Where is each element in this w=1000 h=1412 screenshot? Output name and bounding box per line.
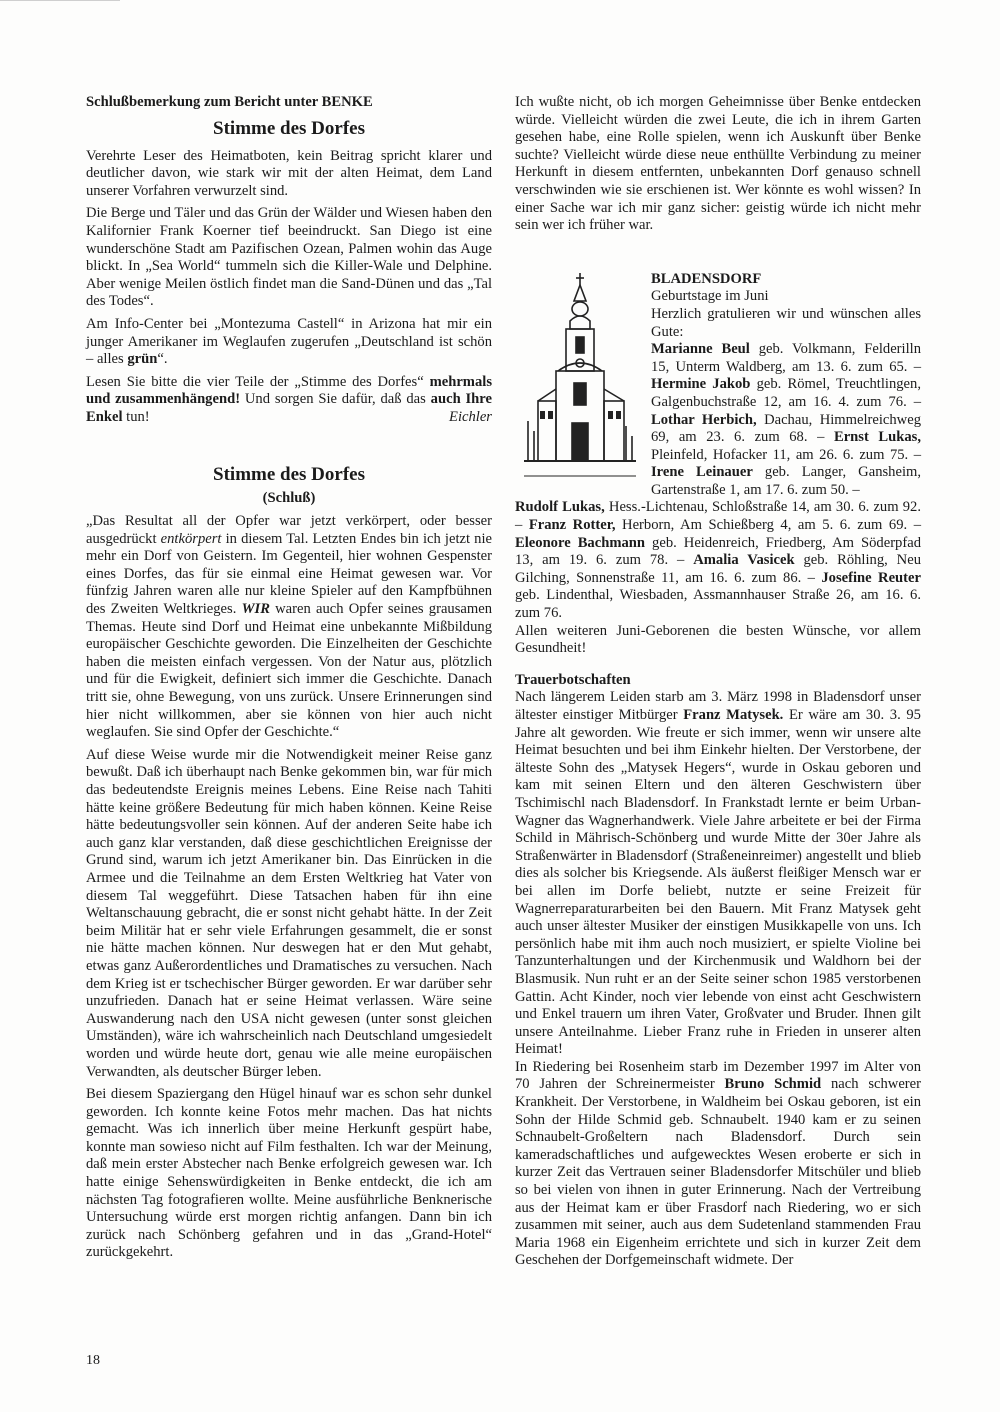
section-title-trauer: Trauerbotschaften xyxy=(515,671,631,688)
obituary-schmid: In Riedering bei Rosenheim starb im Dezember 1997 im Alter von 70 Jahren der Schreinermeister Bruno Schmid nach schwerer Krankheit. Der Verstorbene, in Waldheim bei Oskau geboren, ist ein Sohn der Hilde Schmid geb. Schnaubelt. 1940 kam er zu seinen Schnaubelt-Großeltern nach Bladensdorf. Durch sein kameradschaftliches und aufgewecktes Wesen eroberte er sich in kurzer Zeit das Vertrauen seiner Bladensdorfer Mitschüler und blieb so bei vielen von ihnen in guter Erinnerung. Nach der Vertreibung aus der Heimat kam er über Frasdorf nach Riedering, wo er sich zusammen mit seiner, auch aus dem Sudetenland stammenden Frau Maria 1968 ein Eigenheim errichtete und sich in kurzer Zeit dem Geschehen der Dorfgemeinschaft widmete. Der xyxy=(515,1058,921,1269)
intro-paragraph-4: Lesen Sie bitte die vier Teile der „Stimme des Dorfes“ mehrmals und zusammenhängend! Und sorgen Sie dafür, daß das auch Ihre Enkel tun! Eichler xyxy=(86,373,492,425)
birthdays-subtitle: Geburtstage im Juni xyxy=(651,288,769,305)
obituaries-section xyxy=(515,672,921,1270)
subheadline-schluss: (Schluß) xyxy=(262,489,316,506)
top-edge-rule xyxy=(0,0,120,1)
kicker: Schlußbemerkung zum Bericht unter BENKE xyxy=(86,94,373,110)
intro-paragraph-2: Die Berge und Täler und das Grün der Wälder und Wiesen haben den Kalifornier Frank Koerner tief beeindruckt. San Diego ist eine wunderschöne Stadt am Pazifischen Ozean, Palmen wohin das Auge blickt. In „Sea World“ tummeln sich die Killer-Wale und Delphine. Aber wenige Meilen östlich findet man die Sand-Dünen und das „Tal des Todes“. xyxy=(86,205,492,310)
birthdays-greeting: Herzlich gratulieren wir und wünschen alles Gute: xyxy=(651,305,921,340)
birthdays-list: Marianne Beul geb. Volkmann, Felderilln 15, Unterm Waldberg, am 13. 6. zum 65. – Hermine Jakob geb. Römel, Treuchtlingen, Galgenbuchstraße 12, am 16. 4. zum 76. – Lothar Herbich, Dachau, Himmelreichweg 69, am 23. 6. zum 68. – Ernst Lukas, Pleinfeld, Hofacker 11, am 26. 6. zum 75. – Irene Leinauer geb. Langer, Gansheim, Gartenstraße 1, am 17. 6. zum 50. – Rudolf Lukas, Hess.-Lichtenau, Schloßstraße 14, am 30. 6. zum 92. – Franz Rotter, Herborn, Am Schießberg 4, am 5. 6. zum 69. – Eleonore Bachmann geb. Heidenreich, Friedberg, Am Söderpfad 13, am 19. 6. zum 78. – Amalia Vasicek geb. Röhling, Neu Gilching, Sonnenstraße 11, am 16. 6. zum 86. – Josefine Reuter geb. Lindenthal, Wiesbaden, Assmannhauser Straße 26, am 16. 6. zum 76. xyxy=(515,341,922,622)
intro-paragraph-3: Am Info-Center bei „Montezuma Castell“ in Arizona hat mir ein junger Amerikaner im Weglaufen zugerufen „Deutschland ist schön – alles grün“. xyxy=(86,315,492,368)
left-column xyxy=(86,94,492,1267)
story-paragraph-3: Bei diesem Spaziergang den Hügel hinauf war es schon sehr dunkel geworden. Ich konnte keine Fotos mehr machen. Das hat nichts gemacht. Was ich innerlich über meine Herkunft gespürt habe, konnte man sowieso nicht auf Film festhalten. Ich war der Meinung, daß mein erster Abstecher nach Benke erfolgreich gewesen war. Ich hatte einige Sehenswürdigkeiten in Benke entdeckt, die ich am nächsten Tag fotografieren wollte. Meine ausführliche Benknerische Untersuchung würde erst morgen richtig anfangen. Dann bin ich zurück nach Schönberg gefahren und in das „Grand-Hotel“ zurückgekehrt. xyxy=(86,1086,492,1261)
birthdays-closing: Allen weiteren Juni-Geborenen die besten Wünsche, vor allem Gesundheit! xyxy=(515,622,921,657)
section-title-bladensdorf: BLADENSDORF xyxy=(651,270,762,287)
story-paragraph-4: Ich wußte nicht, ob ich morgen Geheimnisse über Benke entdecken würde. Vielleicht würden die zwei Leute, die ich in ihrem Garten gesehen habe, eine Rolle spielen, wenn ich Auskunft über Benke suchte? Vielleicht würde diese neue enthüllte Verbindung zu meiner Herkunft in diesem entfernten, unbekannten Dorf genauso schnell verschwinden wie sie erschienen ist. Wer könnte es wohl wissen? In einer Sache war ich mir ganz sicher: geistig würde ich nicht mehr sein wer ich früher war. xyxy=(515,94,921,234)
right-column xyxy=(515,94,921,1275)
bladensdorf-section xyxy=(515,271,921,658)
story-paragraph-1: „Das Resultat all der Opfer war jetzt verkörpert, oder besser ausgedrückt entkörpert in diesem Tal. Letzten Endes bin ich jetzt nie mehr ein Dorf von Geistern. Im Gegenteil, hier wohnen Gespenster eines Dorfes, das für sie einmal eine Heimat gewesen war. Vor fünfzig Jahren waren alle nur kleine Spieler auf den Kampfbühnen des Zweiten Weltkrieges. WIR waren auch Opfer seines grausamen Themas. Heute sind Dorf und Heimat eine unbekannte Mißbildung europäischer Geschichte geworden. Die Einzelheiten der Geschichte haben die meisten einfach vergessen. Von der Natur aus, plötzlich und für die Ewigkeit, definiert sich immer die Geschichte. Danach tritt sie, ohne Bewegung, von uns zurück. Unsere Erinnerungen sind hier nicht willkommen, aber sie können von hier auch nicht weglaufen. Sie sind Opfer der Geschichte.“ xyxy=(86,513,493,741)
page-number: 18 xyxy=(86,1353,100,1368)
author-signature: Eichler xyxy=(449,408,492,425)
headline-stimme-2: Stimme des Dorfes xyxy=(213,463,365,485)
story-paragraph-2: Auf diese Weise wurde mir die Notwendigkeit meiner Reise ganz bewußt. Daß ich überhaupt nach Benke gekommen bin, war für mich das bedeutendste Ereignis meines Lebens. Eine Reise nach Tahiti hätte keine größere Bedeutung für mich haben können. Keine Reise hätte bedeutungsvoller sein können. Auf der anderen Seite habe ich auch ganz klar verstanden, daß diese geschichtlichen Ereignisse der Grund sind, warum ich jetzt Amerikaner bin. Das Einrücken in die Armee und die Teilnahme an dem Ersten Weltkrieg hat Vater von diesem Tal weggeführt. Diese Tatsachen haben für ihn eine Weltanschauung gebracht, die er sonst nicht gehabt hätte. In der Zeit beim Militär hat er sehr viele Erfahrungen gesammelt, die er sonst nie hätte machen können. Nur deswegen hat er den Mut gehabt, etwas ganz Außerordentliches und Dramatisches zu versuchen. Nach dem Krieg ist er tschechischer Bürger geworden. Er war darüber sehr unzufrieden. Danach hat er seine Heimat verlassen. Wäre seine Auswanderung nach den USA nicht gewesen (unter sonst gleichen Umständen), wäre ich wahrscheinlich nach Deutschland umgesiedelt worden und würde heute dort, genau wie alle meine europäischen Verwandten, als deutscher Bürger leben. xyxy=(86,746,492,1080)
church-illustration xyxy=(520,271,640,481)
obituary-matysek: Nach längerem Leiden starb am 3. März 1998 in Bladensdorf unser ältester einstiger Mitbürger Franz Matysek. Er wäre am 30. 3. 95 Jahre alt geworden. Wie freute er sich immer, wenn wir unsere alte Heimat besuchten und bei ihm Einkehr hielten. Der Verstorbene, der älteste Sohn des „Matysek Hegers“, wurde in Oskau geboren und kam mit seinen Eltern und den älteren Geschwistern über Tschimischl nach Bladensdorf. In Frankstadt lernte er beim Urban-Wagner das Wagnerhandwerk. Viele Jahre arbeitete er bei der Firma Schild in Mährisch-Schönberg und wurde Mitte der 30er Jahre als Straßenwärter in Bladensdorf (Straßeneinreimer) angestellt und blieb dies als solcher bis Kriegsende. Als äußerst fleißiger Mensch war er bei allen im Dorfe beliebt, nutzte er seine Freizeit für Wagnerreparaturarbeiten bei den Bauern. Mit Franz Matysek geht auch unser ältester Musiker der einstigen Musikkapelle von uns. Ich persönlich habe mit ihm auch noch musiziert, er spielte Violine bei Tanzunterhaltungen und der Kirchenmusik und Waldhorn bei der Blasmusik. Nun ruht er an der Seite seiner schon 1985 verstorbenen Gattin. Acht Kinder, noch vier lebende von einst acht Geschwistern und Enkel trauern um ihren Vater, Großvater und Bruder. Ihnen gilt unsere Anteilnahme. Lieber Franz ruhe in Frieden in unserer alten Heimat! xyxy=(515,689,921,1058)
intro-paragraph-1: Verehrte Leser des Heimatboten, kein Beitrag spricht klarer und deutlicher davon, wie stark wir mit der alten Heimat, dem Land unserer Vorfahren verwurzelt sind. xyxy=(86,147,492,199)
headline-stimme-1: Stimme des Dorfes xyxy=(213,117,365,139)
